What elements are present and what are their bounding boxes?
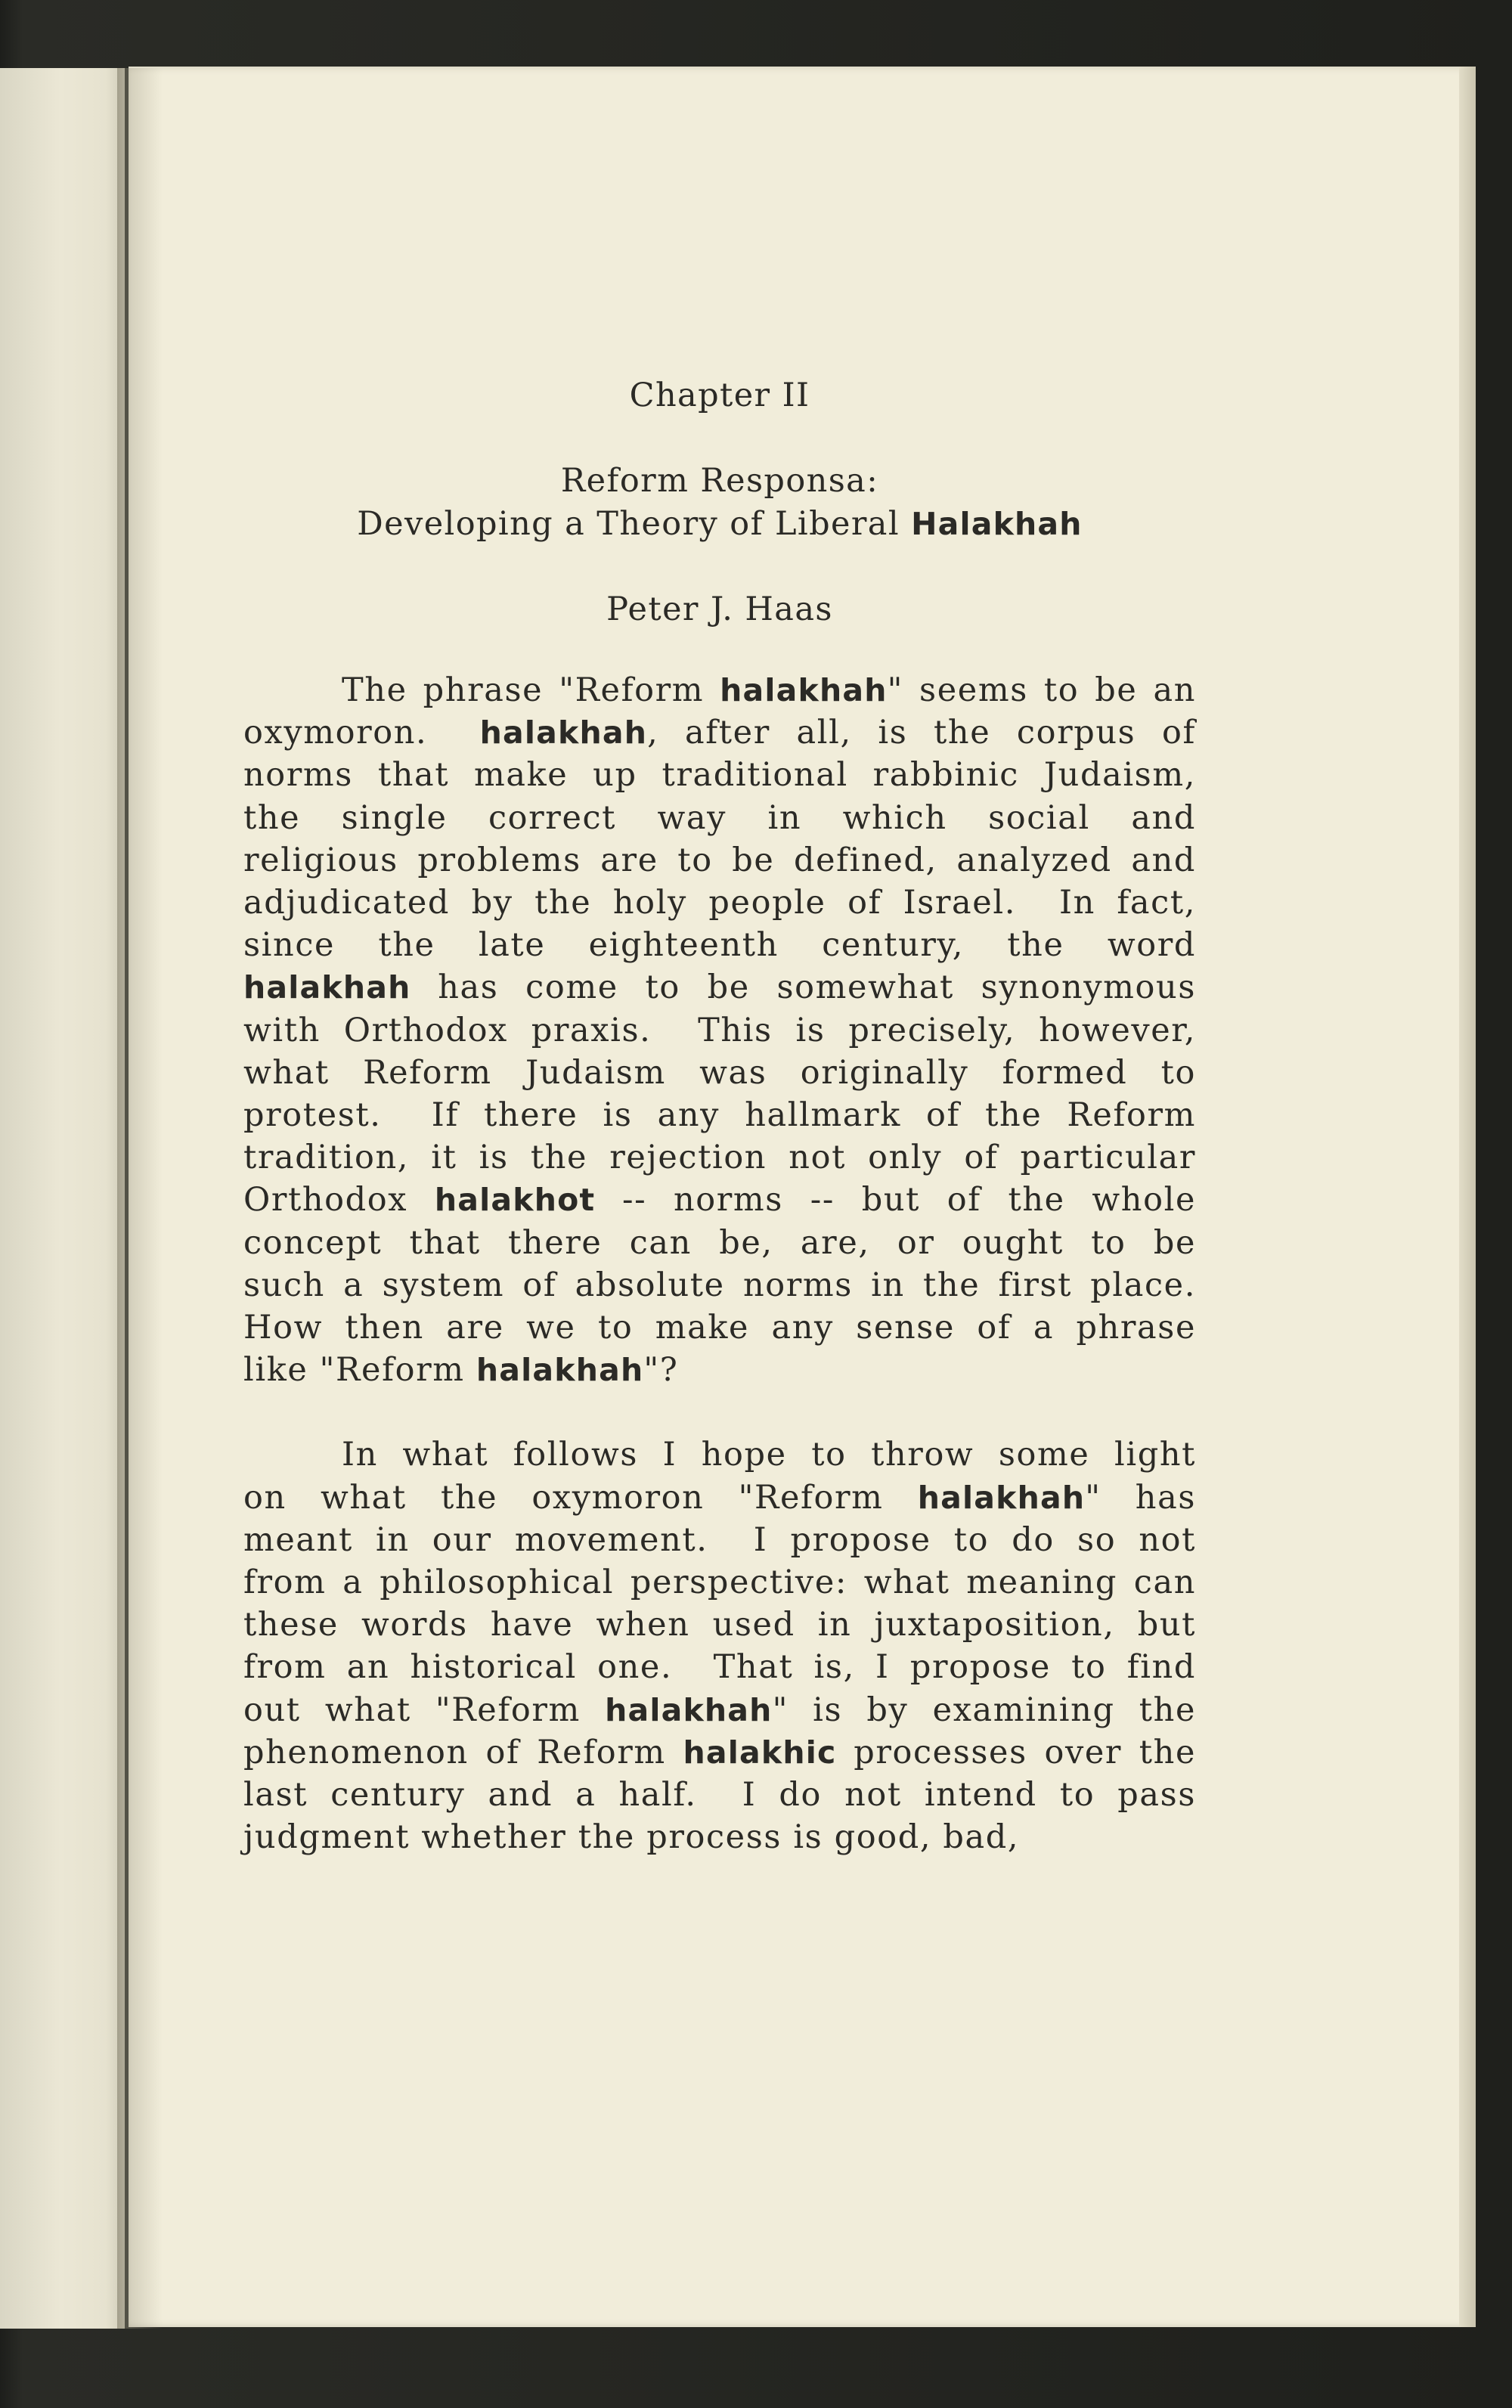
text-run: , after all, is the corpus of	[647, 714, 1196, 752]
text-line	[243, 1816, 1196, 1858]
paragraph-2	[243, 1433, 1196, 1858]
text-line	[243, 1349, 1196, 1391]
text-run: -- norms -- but of the whole	[595, 1181, 1196, 1219]
text-run: phenomenon of Reform	[243, 1733, 683, 1771]
text-run: Orthodox	[243, 1181, 435, 1219]
bold-term: halakhah	[476, 1352, 644, 1389]
text-run: " is by examining the	[772, 1691, 1197, 1729]
text-line	[243, 1264, 1196, 1306]
text-run: meant in our movement. I propose to do so not	[243, 1520, 1196, 1559]
text-line	[243, 797, 1196, 839]
text-run: what Reform Judaism was originally formed to	[243, 1053, 1196, 1092]
chapter-title-line-2	[243, 503, 1196, 546]
text-run: these words have when used in juxtaposition, but	[243, 1606, 1196, 1644]
text-line	[243, 1477, 1196, 1519]
text-line	[243, 882, 1196, 924]
text-run: out what "Reform	[243, 1691, 606, 1729]
text-line	[243, 1561, 1196, 1604]
page-content	[243, 374, 1196, 1858]
bold-term: halakhot	[434, 1182, 596, 1219]
text-run: from an historical one. That is, I propose to find	[243, 1648, 1196, 1687]
facing-page-edge	[0, 68, 125, 2329]
text-line	[243, 1052, 1196, 1094]
text-run: with Orthodox praxis. This is precisely, however,	[243, 1011, 1196, 1049]
text-run: such a system of absolute norms in the first place.	[243, 1266, 1196, 1304]
text-line	[243, 711, 1196, 754]
text-run: concept that there can be, are, or ought to be	[243, 1223, 1196, 1262]
chapter-title-bold-term: Halakhah	[911, 506, 1083, 542]
text-line	[243, 924, 1196, 966]
text-line	[243, 1646, 1196, 1688]
text-run: The phrase "Reform	[342, 671, 720, 709]
bold-term: halakhah	[243, 969, 411, 1006]
text-run: on what the oxymoron "Reform	[243, 1478, 918, 1517]
text-line	[243, 1094, 1196, 1136]
text-line	[243, 754, 1196, 796]
bold-term: halakhah	[479, 714, 648, 752]
bold-term: halakhah	[605, 1691, 773, 1728]
text-run: the single correct way in which social and	[243, 798, 1196, 837]
text-line	[243, 1306, 1196, 1349]
spine-gutter	[117, 68, 163, 2329]
text-line	[243, 1519, 1196, 1561]
text-line	[243, 1604, 1196, 1646]
author-name: Peter J. Haas	[606, 590, 833, 628]
text-run: since the late eighteenth century, the word	[243, 926, 1196, 965]
text-run: " has	[1085, 1478, 1196, 1517]
text-line	[243, 1689, 1196, 1731]
text-run: last century and a half. I do not intend to pass	[243, 1776, 1196, 1815]
text-line	[243, 1222, 1196, 1264]
bold-term: halakhah	[917, 1479, 1086, 1516]
text-run: religious problems are to be defined, analyzed and	[243, 841, 1196, 879]
text-run: tradition, it is the rejection not only of particular	[243, 1139, 1196, 1177]
text-line	[243, 1433, 1196, 1476]
text-line	[243, 1731, 1196, 1774]
text-run: " seems to be an	[887, 671, 1197, 709]
text-run: judgment whether the process is good, bad,	[243, 1818, 1020, 1857]
bold-term: halakhic	[683, 1734, 837, 1771]
page-edge-shadow	[1459, 67, 1476, 2327]
text-run: adjudicated by the holy people of Israel. In fact,	[243, 884, 1196, 922]
text-line	[243, 669, 1196, 711]
text-line	[243, 966, 1196, 1009]
text-run: oxymoron.	[243, 714, 480, 752]
text-line	[243, 1009, 1196, 1052]
chapter-title-text: Developing a Theory of Liberal	[357, 505, 912, 543]
text-line	[243, 1136, 1196, 1179]
text-run: has come to be somewhat synonymous	[411, 968, 1196, 1007]
text-line	[243, 1774, 1196, 1816]
text-run: processes over the	[836, 1733, 1196, 1771]
text-run: norms that make up traditional rabbinic Judaism,	[243, 756, 1196, 795]
paragraph-1	[243, 669, 1196, 1391]
chapter-heading: Chapter II	[629, 377, 810, 414]
text-run: In what follows I hope to throw some light	[342, 1436, 1196, 1474]
text-line	[243, 839, 1196, 882]
chapter-title-line-1: Reform Responsa:	[560, 462, 879, 500]
text-run: like "Reform	[243, 1351, 476, 1390]
text-line	[243, 1179, 1196, 1221]
text-run: "?	[643, 1351, 679, 1390]
bold-term: halakhah	[720, 672, 888, 708]
text-run: How then are we to make any sense of a phrase	[243, 1309, 1196, 1347]
text-run: from a philosophical perspective: what meaning can	[243, 1563, 1196, 1602]
text-run: protest. If there is any hallmark of the Reform	[243, 1096, 1196, 1135]
